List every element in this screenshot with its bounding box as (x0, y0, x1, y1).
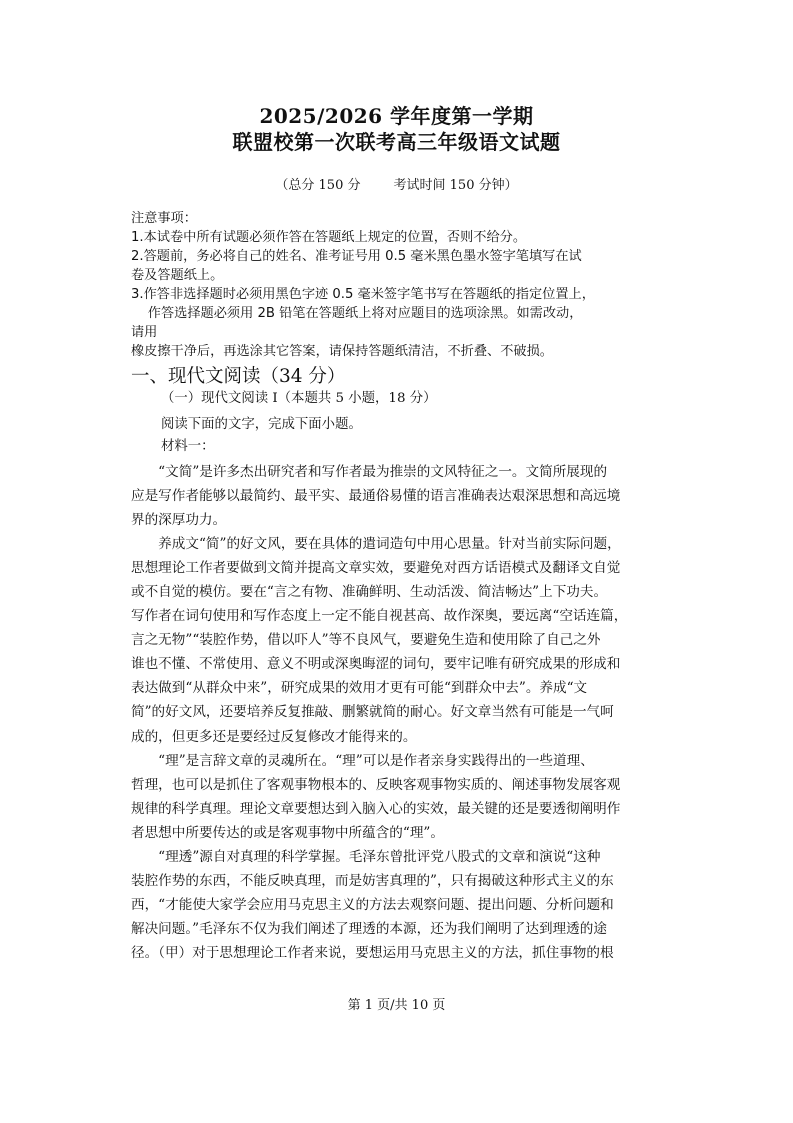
passage-line: 或不自觉的模仿。要在“言之有物、准确鲜明、生动活泼、简洁畅达”上下功夫。 (131, 584, 608, 601)
passage-line: 规律的科学真理。理论文章要想达到入脑入心的实效，最关键的还是要透彻阐明作 (131, 800, 621, 817)
exam-title-line2: 联盟校第一次联考高三年级语文试题 (232, 130, 561, 154)
passage-line: 简”的好文风，还要培养反复推敲、删繁就简的耐心。好文章当然有可能是一气呵 (131, 704, 614, 721)
passage-line: 思想理论工作者要做到文简并提高文章实效，要避免对西方话语模式及翻译文自觉 (131, 560, 621, 577)
passage-line: 应是写作者能够以最简约、最平实、最通俗易懂的语言准确表达艰深思想和高远境 (131, 488, 621, 505)
section-title: 一、现代文阅读（34 分） (131, 366, 346, 387)
notice-line: 卷及答题纸上。 (131, 268, 224, 283)
exam-meta: （总分 150 分 考试时间 150 分钟） (275, 178, 518, 193)
material-label: 材料一： (161, 439, 215, 454)
notice-heading: 注意事项： (131, 211, 197, 226)
notice-line: 3.作答非选择题时必须用黑色字迹 0.5 毫米签字笔书写在答题纸的指定位置上， (131, 287, 595, 302)
reading-instruction: 阅读下面的文字，完成下面小题。 (161, 417, 362, 432)
passage-line: 解决问题。”毛泽东不仅为我们阐述了理透的本源，还为我们阐明了达到理透的途 (131, 920, 607, 937)
passage-line: 径。（甲）对于思想理论工作者来说，要想运用马克思主义的方法，抓住事物的根 (131, 944, 614, 961)
passage-line: 写作者在词句使用和写作态度上一定不能自视甚高、故作深奥，要远离“空话连篇， (131, 608, 628, 625)
passage-line: 装腔作势的东西，不能反映真理，而是妨害真理的”，只有揭破这种形式主义的东 (131, 872, 614, 889)
passage-line: 界的深厚功力。 (131, 512, 227, 529)
passage-line: “文简”是许多杰出研究者和写作者最为推崇的文风特征之一。文简所展现的 (131, 464, 608, 480)
passage-line: 谁也不懂、不常使用、意义不明或深奥晦涩的词句，要牢记唯有研究成果的形成和 (131, 656, 621, 673)
subsection-title: （一）现代文阅读 I（本题共 5 小题，18 分） (161, 391, 437, 406)
notice-line: 请用 (131, 325, 158, 340)
passage-line: 者思想中所要传达的或是客观事物中所蕴含的“理”。 (131, 824, 444, 841)
passage-line: 西，“才能使大家学会应用马克思主义的方法去观察问题、提出问题、分析问题和 (131, 896, 614, 913)
passage-line: 成的，但更多还是要经过反复修改才能得来的。 (131, 728, 417, 745)
page-number: 第 1 页/共 10 页 (347, 998, 446, 1013)
notice-block (131, 209, 691, 361)
passage-line: 言之无物”“装腔作势，借以吓人”等不良风气，要避免生造和使用除了自己之外 (131, 632, 601, 649)
notice-line: 作答选择题必须用 2B 铅笔在答题纸上将对应题目的选项涂黑。如需改动， (131, 306, 583, 321)
notice-line: 1.本试卷中所有试题必须作答在答题纸上规定的位置，否则不给分。 (131, 230, 527, 245)
passage-line: “理透”源自对真理的科学掌握。毛泽东曾批评党八股式的文章和演说“这种 (131, 848, 601, 865)
notice-line: 2.答题前，务必将自己的姓名、准考证号用 0.5 毫米黑色墨水签字笔填写在试 (131, 249, 582, 264)
passage-line: 养成文“简”的好文风，要在具体的遣词造句中用心思量。针对当前实际问题， (131, 536, 621, 553)
passage-line: 表达做到“从群众中来”，研究成果的效用才更有可能“到群众中去”。养成“文 (131, 680, 588, 697)
passage-line: 哲理，也可以是抓住了客观事物根本的、反映客观事物实质的、阐述事物发展客观 (131, 776, 621, 793)
passage-body (131, 460, 679, 965)
notice-line: 橡皮擦干净后，再选涂其它答案，请保持答题纸清洁，不折叠、不破损。 (131, 344, 553, 359)
passage-line: “理”是言辞文章的灵魂所在。“理”可以是作者亲身实践得出的一些道理、 (131, 752, 594, 769)
exam-title-line1: 2025/2026 学年度第一学期 (259, 104, 534, 128)
